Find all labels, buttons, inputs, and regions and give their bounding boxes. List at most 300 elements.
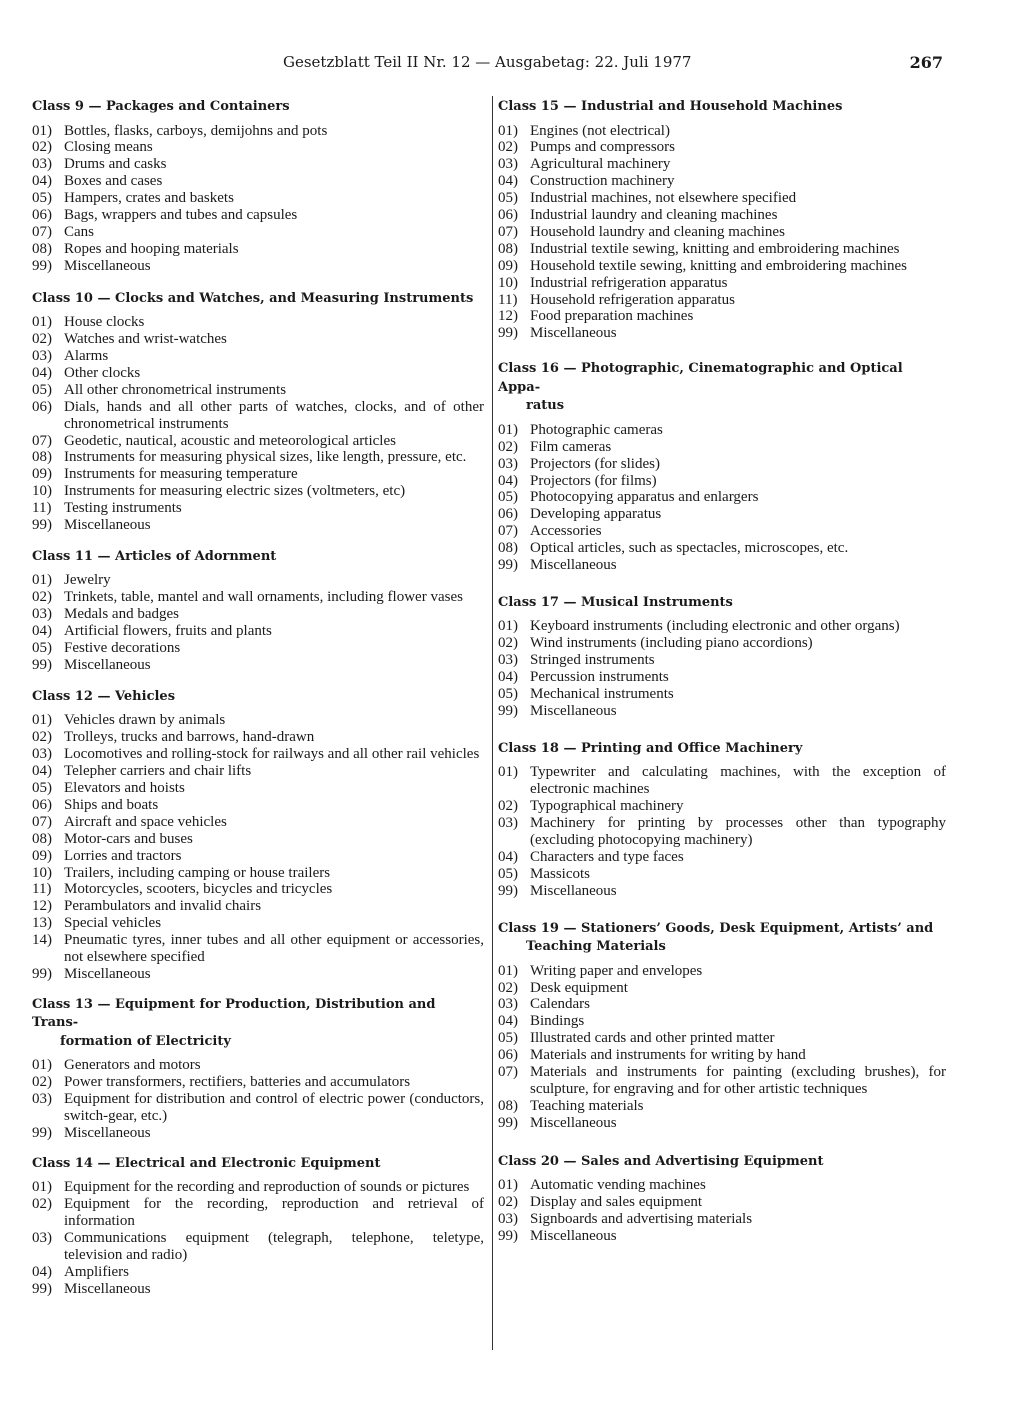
item-code: 01) xyxy=(498,122,518,139)
class-16-heading-line-1: Class 16 — Photographic, Cinematographic and Optical Appa- xyxy=(498,361,903,395)
item-text: Motor-cars and buses xyxy=(64,830,193,847)
item-code: 01) xyxy=(32,314,52,331)
item-code: 02) xyxy=(498,1194,518,1211)
class-12-section xyxy=(32,688,484,983)
item-code: 08) xyxy=(498,240,518,257)
list-item xyxy=(32,1196,484,1230)
item-code: 11) xyxy=(32,500,52,517)
list-item xyxy=(32,623,484,640)
list-item xyxy=(32,207,484,224)
item-code: 05) xyxy=(32,381,52,398)
item-text: Miscellaneous xyxy=(64,257,151,274)
list-item xyxy=(498,1013,946,1030)
list-item xyxy=(498,139,946,156)
list-item xyxy=(498,173,946,190)
item-code: 04) xyxy=(498,848,518,865)
item-code: 99) xyxy=(32,965,52,982)
item-code: 05) xyxy=(498,489,518,506)
item-text: Vehicles drawn by animals xyxy=(64,712,226,729)
item-text: Dials, hands and all other parts of watches, clocks, and of other chronometrical instruments xyxy=(64,398,484,432)
class-20-list xyxy=(498,1177,946,1245)
class-14-heading: Class 14 — Electrical and Electronic Equipment xyxy=(32,1155,381,1171)
item-text: Typographical machinery xyxy=(530,798,684,815)
item-text: Photographic cameras xyxy=(530,421,663,438)
page-header xyxy=(283,53,943,77)
item-code: 07) xyxy=(32,432,52,449)
list-item xyxy=(32,712,484,729)
item-code: 99) xyxy=(498,1114,518,1131)
item-text: Industrial textile sewing, knitting and embroidering machines xyxy=(530,240,900,257)
class-11-list xyxy=(32,572,484,673)
list-item xyxy=(32,500,484,517)
item-text: All other chronometrical instruments xyxy=(64,381,287,398)
item-code: 07) xyxy=(498,223,518,240)
item-code: 01) xyxy=(32,122,52,139)
item-code: 01) xyxy=(32,712,52,729)
class-17-heading: Class 17 — Musical Instruments xyxy=(498,594,733,610)
list-item xyxy=(498,190,946,207)
item-code: 05) xyxy=(32,780,52,796)
item-text: Massicots xyxy=(530,865,590,882)
list-item xyxy=(498,866,946,883)
list-item xyxy=(498,669,946,686)
list-item xyxy=(498,1030,946,1047)
item-text: Bindings xyxy=(530,1013,585,1030)
class-12-heading: Class 12 — Vehicles xyxy=(32,688,176,704)
list-item xyxy=(32,365,484,382)
item-text: Miscellaneous xyxy=(530,557,617,574)
item-text: Boxes and cases xyxy=(64,173,163,190)
list-item xyxy=(32,746,484,763)
item-code: 06) xyxy=(498,1047,518,1064)
class-16-section xyxy=(498,360,946,574)
list-item xyxy=(32,1230,484,1264)
list-item xyxy=(498,815,946,849)
class-19-heading xyxy=(498,920,946,957)
item-code: 03) xyxy=(498,652,518,669)
list-item xyxy=(32,173,484,190)
item-text: Teaching materials xyxy=(530,1097,644,1114)
item-text: Special vehicles xyxy=(64,915,162,932)
item-text: Miscellaneous xyxy=(64,656,151,673)
item-text: Equipment for the recording, reproduction and retrieval of information xyxy=(64,1196,484,1230)
list-item xyxy=(498,207,946,224)
item-code: 99) xyxy=(498,325,518,342)
item-code: 03) xyxy=(498,1211,518,1227)
item-text: Miscellaneous xyxy=(530,702,617,719)
item-text: Telepher carriers and chair lifts xyxy=(64,763,252,780)
item-code: 03) xyxy=(32,746,52,763)
list-item xyxy=(32,1281,484,1298)
item-code: 01) xyxy=(32,1057,52,1074)
list-item xyxy=(498,258,946,275)
list-item xyxy=(498,540,946,557)
class-20-heading: Class 20 — Sales and Advertising Equipment xyxy=(498,1153,824,1169)
list-item xyxy=(32,123,484,140)
item-text: Household textile sewing, knitting and embroidering machines xyxy=(530,257,908,274)
item-code: 02) xyxy=(32,1196,52,1213)
class-14-section xyxy=(32,1155,484,1298)
class-13-heading xyxy=(32,996,484,1052)
item-text: Motorcycles, scooters, bicycles and tricycles xyxy=(64,881,333,898)
item-text: Display and sales equipment xyxy=(530,1194,703,1211)
list-item xyxy=(32,449,484,466)
list-item xyxy=(498,883,946,900)
item-text: Cans xyxy=(64,223,94,240)
item-text: Wind instruments (including piano accordions) xyxy=(530,635,813,652)
item-text: Optical articles, such as spectacles, microscopes, etc. xyxy=(530,540,849,557)
item-text: Medals and badges xyxy=(64,606,179,623)
item-code: 03) xyxy=(498,455,518,472)
item-text: Jewelry xyxy=(64,572,111,589)
list-item xyxy=(32,1264,484,1281)
item-code: 01) xyxy=(498,421,518,438)
list-item xyxy=(32,314,484,331)
class-11-heading: Class 11 — Articles of Adornment xyxy=(32,548,277,564)
item-code: 04) xyxy=(498,173,518,190)
list-item xyxy=(498,275,946,292)
item-code: 02) xyxy=(498,139,518,156)
class-9-list xyxy=(32,123,484,275)
item-text: Watches and wrist-watches xyxy=(64,331,227,348)
list-item xyxy=(498,1064,946,1098)
list-item xyxy=(32,1091,484,1125)
item-text: Miscellaneous xyxy=(64,1125,151,1141)
item-code: 05) xyxy=(498,686,518,703)
item-text: Materials and instruments for writing by hand xyxy=(530,1047,806,1064)
list-item xyxy=(498,325,946,342)
item-code: 99) xyxy=(32,257,52,274)
list-item xyxy=(32,241,484,258)
class-19-section xyxy=(498,920,946,1132)
item-text: Bottles, flasks, carboys, demijohns and pots xyxy=(64,122,328,139)
list-item xyxy=(32,657,484,674)
list-item xyxy=(498,980,946,997)
class-16-list xyxy=(498,422,946,574)
item-code: 06) xyxy=(498,506,518,523)
item-code: 12) xyxy=(498,308,518,325)
list-item xyxy=(498,523,946,540)
class-16-heading-line-2: ratus xyxy=(526,398,565,414)
item-code: 02) xyxy=(32,729,52,746)
left-column xyxy=(32,98,484,1298)
list-item xyxy=(32,517,484,534)
list-item xyxy=(32,606,484,623)
list-item xyxy=(32,848,484,865)
list-item xyxy=(498,506,946,523)
item-code: 03) xyxy=(498,815,518,832)
list-item xyxy=(498,439,946,456)
item-code: 01) xyxy=(32,572,52,589)
item-text: Accessories xyxy=(530,523,602,540)
item-code: 02) xyxy=(498,438,518,455)
item-text: Alarms xyxy=(64,347,109,364)
item-text: Locomotives and rolling-stock for railways and all other rail vehicles xyxy=(64,746,480,763)
item-text: Testing instruments xyxy=(64,500,182,517)
item-text: Construction machinery xyxy=(530,173,675,190)
class-9-heading: Class 9 — Packages and Containers xyxy=(32,99,290,114)
list-item xyxy=(32,814,484,831)
item-code: 02) xyxy=(498,798,518,815)
list-item xyxy=(32,156,484,173)
list-item xyxy=(32,729,484,746)
item-text: Film cameras xyxy=(530,438,612,455)
class-18-heading: Class 18 — Printing and Office Machinery xyxy=(498,740,803,756)
item-code: 03) xyxy=(498,156,518,173)
list-item xyxy=(32,780,484,797)
item-code: 13) xyxy=(32,915,52,932)
list-item xyxy=(32,399,484,433)
class-15-list xyxy=(498,123,946,343)
class-10-section xyxy=(32,290,484,534)
list-item xyxy=(498,123,946,140)
item-code: 02) xyxy=(32,589,52,606)
item-text: Trolleys, trucks and barrows, hand-drawn xyxy=(64,729,315,746)
item-code: 05) xyxy=(498,1030,518,1047)
class-17-section xyxy=(498,594,946,720)
item-text: Generators and motors xyxy=(64,1057,201,1074)
list-item xyxy=(32,1057,484,1074)
list-item xyxy=(498,703,946,720)
item-text: Miscellaneous xyxy=(64,517,151,534)
item-text: Illustrated cards and other printed matter xyxy=(530,1030,775,1047)
list-item xyxy=(32,881,484,898)
item-code: 99) xyxy=(32,656,52,673)
item-text: Miscellaneous xyxy=(530,882,617,899)
item-text: Artificial flowers, fruits and plants xyxy=(64,623,272,640)
item-code: 03) xyxy=(32,156,52,173)
list-item xyxy=(498,224,946,241)
item-text: Household laundry and cleaning machines xyxy=(530,223,785,240)
item-text: Materials and instruments for painting (excluding brushes), for sculpture, for engraving and for other artistic techniques xyxy=(530,1064,946,1097)
class-13-section xyxy=(32,996,484,1142)
list-item xyxy=(498,652,946,669)
list-item xyxy=(32,466,484,483)
item-text: Communications equipment (telegraph, telephone, teletype, television and radio) xyxy=(64,1230,484,1264)
list-item xyxy=(498,473,946,490)
item-text: Percussion instruments xyxy=(530,669,669,686)
list-item xyxy=(498,849,946,866)
item-text: Elevators and hoists xyxy=(64,780,185,796)
item-text: Machinery for printing by processes other than typography (excluding photocopying machinery) xyxy=(530,815,946,848)
class-18-list xyxy=(498,764,946,899)
item-text: Industrial laundry and cleaning machines xyxy=(530,207,778,224)
item-text: Miscellaneous xyxy=(530,1227,617,1244)
list-item xyxy=(32,797,484,814)
item-code: 04) xyxy=(498,472,518,489)
list-item xyxy=(32,966,484,983)
item-code: 01) xyxy=(498,618,518,635)
item-text: Miscellaneous xyxy=(64,965,151,982)
class-12-list xyxy=(32,712,484,983)
item-text: Perambulators and invalid chairs xyxy=(64,898,262,915)
list-item xyxy=(32,831,484,848)
item-code: 11) xyxy=(32,881,52,898)
class-18-section xyxy=(498,740,946,900)
list-item xyxy=(32,865,484,882)
item-text: Bags, wrappers and tubes and capsules xyxy=(64,207,298,224)
item-code: 05) xyxy=(498,190,518,207)
item-text: Instruments for measuring physical sizes, like length, pressure, etc. xyxy=(64,449,467,466)
item-text: Geodetic, nautical, acoustic and meteorological articles xyxy=(64,432,396,449)
item-text: House clocks xyxy=(64,314,145,331)
item-text: Drums and casks xyxy=(64,156,167,173)
item-code: 07) xyxy=(32,813,52,830)
list-item xyxy=(498,156,946,173)
item-text: Projectors (for films) xyxy=(530,472,657,489)
list-item xyxy=(32,331,484,348)
item-code: 02) xyxy=(32,139,52,156)
item-code: 99) xyxy=(32,1280,52,1297)
item-text: Engines (not electrical) xyxy=(530,122,670,139)
item-code: 09) xyxy=(498,257,518,274)
list-item xyxy=(498,686,946,703)
item-text: Instruments for measuring electric sizes (voltmeters, etc) xyxy=(64,483,406,500)
item-text: Desk equipment xyxy=(530,979,628,996)
item-code: 99) xyxy=(32,1125,52,1141)
item-code: 08) xyxy=(498,540,518,557)
list-item xyxy=(32,915,484,932)
class-19-list xyxy=(498,963,946,1132)
class-17-list xyxy=(498,618,946,719)
list-item xyxy=(498,241,946,258)
item-code: 99) xyxy=(498,557,518,574)
item-text: Power transformers, rectifiers, batteries and accumulators xyxy=(64,1074,411,1091)
list-item xyxy=(498,1098,946,1115)
item-code: 05) xyxy=(32,640,52,657)
item-code: 01) xyxy=(32,1179,52,1196)
item-code: 08) xyxy=(32,240,52,257)
item-code: 07) xyxy=(498,1064,518,1081)
item-text: Keyboard instruments (including electronic and other organs) xyxy=(530,618,900,635)
list-item xyxy=(32,433,484,450)
item-text: Projectors (for slides) xyxy=(530,455,660,472)
item-text: Ropes and hooping materials xyxy=(64,240,239,257)
class-13-heading-line-2: formation of Electricity xyxy=(60,1033,231,1049)
item-text: Equipment for distribution and control of electric power (conductors, switch-gear, etc.) xyxy=(64,1091,484,1125)
item-text: Aircraft and space vehicles xyxy=(64,813,227,830)
class-14-list xyxy=(32,1179,484,1297)
item-text: Agricultural machinery xyxy=(530,156,671,173)
list-item xyxy=(498,1228,946,1245)
list-item xyxy=(32,348,484,365)
item-code: 05) xyxy=(498,865,518,882)
class-9-section xyxy=(32,98,484,275)
item-code: 06) xyxy=(32,207,52,224)
item-text: Other clocks xyxy=(64,364,141,381)
list-item xyxy=(498,618,946,635)
item-code: 09) xyxy=(32,466,52,483)
class-15-section xyxy=(498,98,946,342)
item-code: 02) xyxy=(498,635,518,652)
class-10-heading: Class 10 — Clocks and Watches, and Measuring Instruments xyxy=(32,290,474,306)
item-code: 06) xyxy=(32,398,52,415)
item-code: 02) xyxy=(32,1074,52,1091)
list-item xyxy=(32,1179,484,1196)
class-13-list xyxy=(32,1057,484,1142)
item-text: Miscellaneous xyxy=(530,1114,617,1131)
list-item xyxy=(498,1211,946,1228)
item-code: 11) xyxy=(498,291,518,308)
list-item xyxy=(32,1125,484,1142)
item-text: Miscellaneous xyxy=(64,1280,151,1297)
class-13-heading-line-1: Class 13 — Equipment for Production, Distribution and Trans- xyxy=(32,996,436,1031)
list-item xyxy=(32,258,484,275)
list-item xyxy=(498,1115,946,1132)
item-text: Equipment for the recording and reproduction of sounds or pictures xyxy=(64,1179,470,1196)
item-code: 10) xyxy=(498,274,518,291)
class-11-section xyxy=(32,548,484,674)
list-item xyxy=(498,557,946,574)
item-text: Festive decorations xyxy=(64,640,181,657)
item-code: 06) xyxy=(32,796,52,813)
item-text: Characters and type faces xyxy=(530,848,684,865)
item-text: Writing paper and envelopes xyxy=(530,962,703,979)
list-item xyxy=(498,963,946,980)
item-code: 03) xyxy=(498,996,518,1013)
class-10-list xyxy=(32,314,484,534)
item-code: 09) xyxy=(32,847,52,864)
item-text: Automatic vending machines xyxy=(530,1177,706,1194)
list-item xyxy=(32,382,484,399)
item-code: 05) xyxy=(32,190,52,207)
item-code: 04) xyxy=(32,173,52,190)
item-code: 12) xyxy=(32,898,52,915)
list-item xyxy=(498,996,946,1013)
list-item xyxy=(32,190,484,207)
class-20-section xyxy=(498,1153,946,1245)
item-code: 08) xyxy=(498,1097,518,1114)
item-code: 04) xyxy=(32,364,52,381)
list-item xyxy=(498,798,946,815)
list-item xyxy=(498,489,946,506)
item-text: Ships and boats xyxy=(64,796,159,813)
item-code: 01) xyxy=(498,1177,518,1194)
gazette-title: Gesetzblatt Teil II Nr. 12 — Ausgabetag: 22. Juli 1977 xyxy=(283,53,692,71)
item-code: 99) xyxy=(32,517,52,534)
list-item xyxy=(498,764,946,798)
list-item xyxy=(32,932,484,966)
item-text: Signboards and advertising materials xyxy=(530,1211,753,1227)
right-column xyxy=(498,98,946,1245)
class-15-heading: Class 15 — Industrial and Household Machines xyxy=(498,99,843,114)
item-text: Stringed instruments xyxy=(530,652,655,669)
item-text: Industrial refrigeration apparatus xyxy=(530,274,728,291)
item-code: 01) xyxy=(498,962,518,979)
item-code: 99) xyxy=(498,882,518,899)
list-item xyxy=(498,456,946,473)
item-text: Photocopying apparatus and enlargers xyxy=(530,489,759,506)
item-code: 99) xyxy=(498,702,518,719)
item-code: 03) xyxy=(32,1230,52,1247)
item-text: Lorries and tractors xyxy=(64,847,182,864)
page-number: 267 xyxy=(909,53,943,72)
list-item xyxy=(498,635,946,652)
item-text: Pneumatic tyres, inner tubes and all other equipment or accessories, not elsewhere specified xyxy=(64,932,484,966)
item-text: Miscellaneous xyxy=(530,325,617,342)
item-code: 14) xyxy=(32,932,52,949)
list-item xyxy=(32,572,484,589)
item-text: Food preparation machines xyxy=(530,308,694,325)
list-item xyxy=(32,898,484,915)
item-code: 01) xyxy=(498,764,518,781)
item-text: Mechanical instruments xyxy=(530,686,674,703)
item-text: Instruments for measuring temperature xyxy=(64,466,298,483)
item-code: 10) xyxy=(32,864,52,881)
class-19-heading-line-2: Teaching Materials xyxy=(526,939,666,955)
list-item xyxy=(32,224,484,241)
list-item xyxy=(32,139,484,156)
